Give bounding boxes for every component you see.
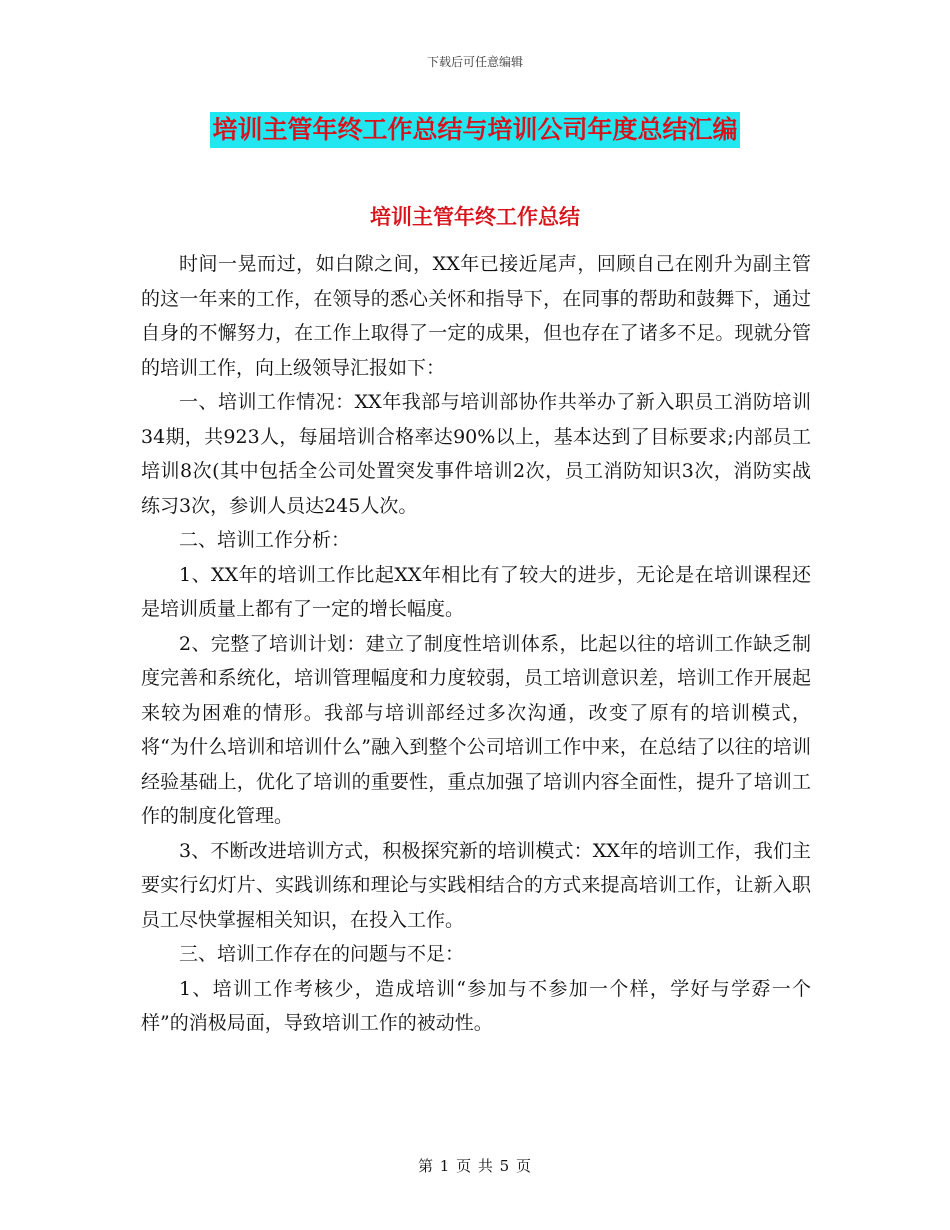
section-title: 培训主管年终工作总结 — [370, 205, 580, 229]
paragraph: 一、培训工作情况：XX年我部与培训部协作共举办了新入职员工消防培训34期，共923人，每届培训合格率达90%以上，基本达到了目标要求;内部员工培训8次(其中包括全公司处置突发事件培训2次，员工消防知识3次，消防实战练习3次，参训人员达245人次。 — [141, 391, 811, 517]
header-note: 下载后可任意编辑 — [426, 55, 523, 69]
page-number-footer: 第 1 页 共 5 页 — [418, 1157, 532, 1175]
paragraph: 1、培训工作考核少，造成培训“参加与不参加一个样，学好与学孬一个样”的消极局面，导致培训工作的被动性。 — [141, 977, 811, 1034]
document-title: 培训主管年终工作总结与培训公司年度总结汇编 — [210, 112, 739, 148]
paragraph: 1、XX年的培训工作比起XX年相比有了较大的进步，无论是在培训课程还是培训质量上都有了一定的增长幅度。 — [141, 563, 811, 620]
paragraph: 3、不断改进培训方式，积极探究新的培训模式：XX年的培训工作，我们主要实行幻灯片、实践训练和理论与实践相结合的方式来提高培训工作，让新入职员工尽快掌握相关知识，在投入工作。 — [141, 839, 811, 931]
document-body — [141, 247, 811, 1041]
paragraph: 三、培训工作存在的问题与不足： — [179, 943, 465, 965]
paragraph: 时间一晃而过，如白隙之间，XX年已接近尾声，回顾自己在刚升为副主管的这一年来的工作，在领导的悉心关怀和指导下，在同事的帮助和鼓舞下，通过自身的不懈努力，在工作上取得了一定的成果，但也存在了诸多不足。现就分管的培训工作，向上级领导汇报如下： — [141, 253, 811, 379]
document-title-container — [0, 112, 950, 148]
paragraph: 2、完整了培训计划：建立了制度性培训体系，比起以往的培训工作缺乏制度完善和系统化，培训管理幅度和力度较弱，员工培训意识差，培训工作开展起来较为困难的情形。我部与培训部经过多次沟通，改变了原有的培训模式，将“为什么培训和培训什么”融入到整个公司培训工作中来，在总结了以往的培训经验基础上，优化了培训的重要性，重点加强了培训内容全面性，提升了培训工作的制度化管理。 — [141, 632, 811, 827]
paragraph: 二、培训工作分析： — [179, 529, 351, 551]
